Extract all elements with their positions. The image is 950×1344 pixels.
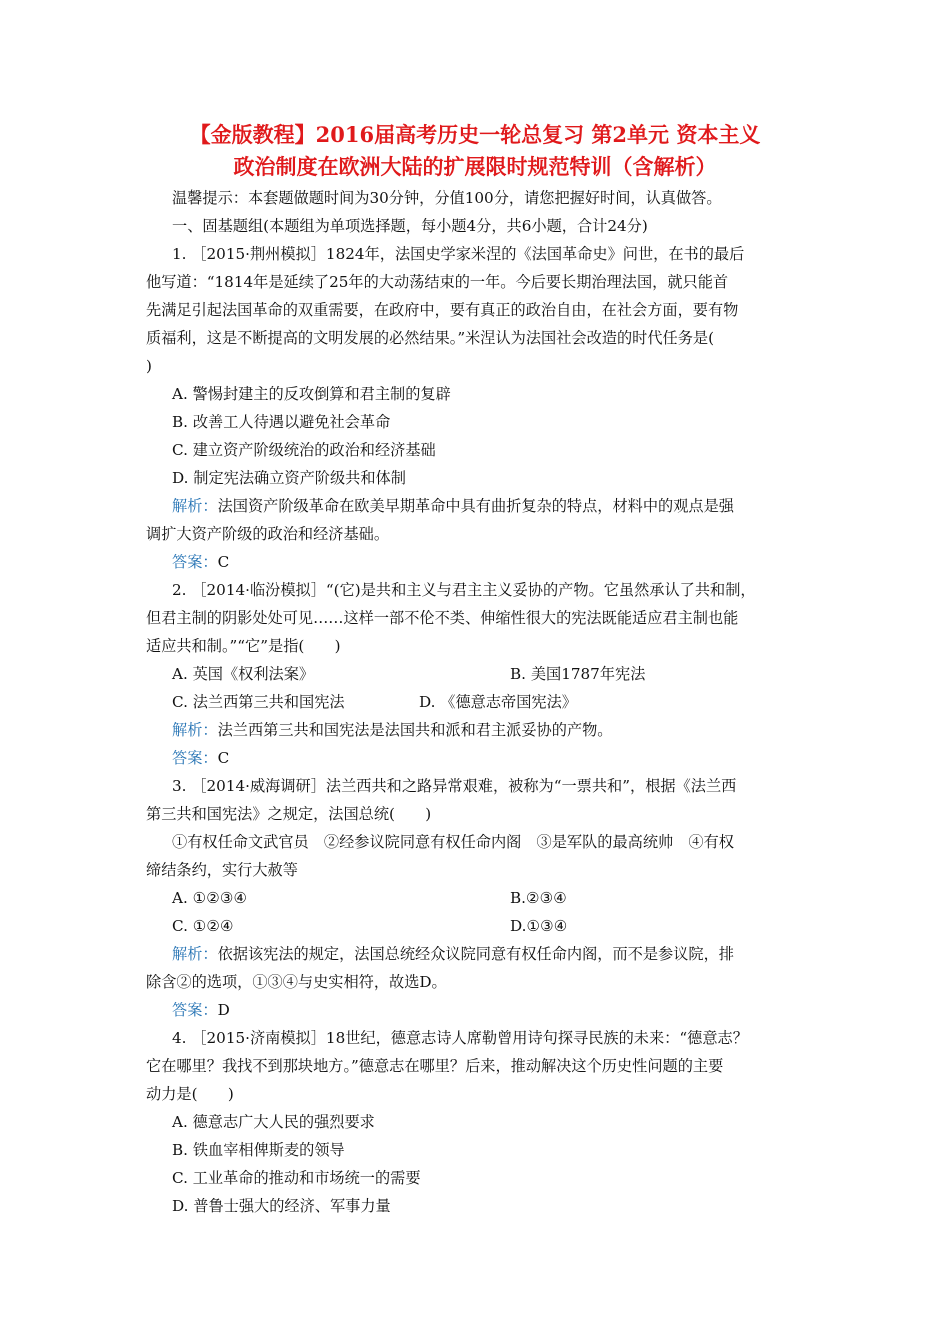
question-text-line: 4. ［2015·济南模拟］18世纪，德意志诗人席勒曾用诗句探寻民族的未来：“德意志？	[172, 1029, 748, 1047]
question-text-line: 他写道：“1814年是延续了25年的大动荡结束的一年。今后要长期治理法国，就只能首	[146, 273, 729, 291]
answer-label: 答案：	[172, 749, 218, 767]
question-2	[146, 576, 812, 772]
answer-value: C	[217, 749, 230, 767]
analysis-line	[146, 716, 812, 744]
option-row	[146, 912, 812, 940]
analysis-label: 解析：	[172, 497, 218, 515]
option-c: C. ①②④	[172, 917, 234, 935]
answer-line	[146, 548, 812, 576]
option-b: B. 美国1787年宪法	[510, 665, 646, 683]
option-a: A. 警惕封建主的反攻倒算和君主制的复辟	[172, 385, 451, 403]
option-row	[146, 688, 812, 716]
document-title-line-2: 政治制度在欧洲大陆的扩展限时规范特训（含解析）	[233, 154, 717, 179]
question-text-line: 1. ［2015·荆州模拟］1824年，法国史学家米涅的《法国革命史》问世，在书的最后	[172, 245, 745, 263]
question-text-line: 适应共和制。”“它”是指( )	[146, 637, 341, 655]
option-b: B. 改善工人待遇以避免社会革命	[172, 413, 391, 431]
option-d: D.①③④	[510, 917, 568, 935]
option-a: A. ①②③④	[172, 889, 248, 907]
option-c: C. 法兰西第三共和国宪法	[172, 693, 345, 711]
question-4	[146, 1024, 812, 1220]
question-3	[146, 772, 812, 1024]
analysis-line	[146, 492, 812, 520]
statement-line: ①有权任命文武官员 ②经参议院同意有权任命内阁 ③是军队的最高统帅 ④有权	[172, 833, 734, 851]
option-a: A. 英国《权利法案》	[172, 665, 315, 683]
option-row	[146, 660, 812, 688]
question-text-line: )	[146, 357, 152, 375]
question-text-line: 3. ［2014·威海调研］法兰西共和之路异常艰难，被称为“一票共和”，根据《法兰西	[172, 777, 737, 795]
question-text-line: 2. ［2014·临汾模拟］“(它)是共和主义与君主主义妥协的产物。它虽然承认了共和制，	[172, 581, 756, 599]
tip-text: 温馨提示：本套题做题时间为30分钟，分值100分，请您把握好时间，认真做答。	[172, 189, 722, 207]
answer-line	[146, 996, 812, 1024]
option-a: A. 德意志广大人民的强烈要求	[172, 1113, 375, 1131]
document-title-line-1: 【金版教程】2016届高考历史一轮总复习 第2单元 资本主义	[189, 122, 761, 147]
option-row	[146, 884, 812, 912]
question-text-line: 它在哪里？我找不到那块地方。”德意志在哪里？后来，推动解决这个历史性问题的主要	[146, 1057, 724, 1075]
option-b: B.②③④	[510, 889, 567, 907]
option-d: D. 普鲁士强大的经济、军事力量	[172, 1197, 391, 1215]
question-1	[146, 240, 812, 576]
question-text-line: 先满足引起法国革命的双重需要，在政府中，要有真正的政治自由，在社会方面，要有物	[146, 301, 739, 319]
answer-label: 答案：	[172, 553, 218, 571]
section-heading: 一、固基题组(本题组为单项选择题，每小题4分，共6小题，合计24分)	[172, 217, 648, 235]
option-d: D. 《德意志帝国宪法》	[419, 693, 577, 711]
analysis-line: 调扩大资产阶级的政治和经济基础。	[146, 525, 389, 543]
analysis-text: 依据该宪法的规定，法国总统经众议院同意有权任命内阁，而不是参议院，排	[217, 945, 734, 963]
answer-value: C	[217, 553, 230, 571]
question-text-line: 动力是( )	[146, 1085, 234, 1103]
option-c: C. 建立资产阶级统治的政治和经济基础	[172, 441, 436, 459]
analysis-line	[146, 940, 812, 968]
analysis-text: 法兰西第三共和国宪法是法国共和派和君主派妥协的产物。	[217, 721, 613, 739]
analysis-label: 解析：	[172, 721, 218, 739]
question-text-line: 但君主制的阴影处处可见……这样一部不伦不类、伸缩性很大的宪法既能适应君主制也能	[146, 609, 739, 627]
analysis-line: 除含②的选项，①③④与史实相符，故选D。	[146, 973, 447, 991]
statement-line: 缔结条约，实行大赦等	[146, 861, 298, 879]
question-text-line: 质福利，这是不断提高的文明发展的必然结果。”米涅认为法国社会改造的时代任务是(	[146, 329, 715, 347]
answer-line	[146, 744, 812, 772]
answer-value: D	[217, 1001, 230, 1019]
option-d: D. 制定宪法确立资产阶级共和体制	[172, 469, 406, 487]
document-body	[146, 184, 812, 1220]
option-c: C. 工业革命的推动和市场统一的需要	[172, 1169, 421, 1187]
analysis-text: 法国资产阶级革命在欧美早期革命中具有曲折复杂的特点，材料中的观点是强	[217, 497, 734, 515]
analysis-label: 解析：	[172, 945, 218, 963]
answer-label: 答案：	[172, 1001, 218, 1019]
question-text-line: 第三共和国宪法》之规定，法国总统( )	[146, 805, 432, 823]
option-b: B. 铁血宰相俾斯麦的领导	[172, 1141, 345, 1159]
